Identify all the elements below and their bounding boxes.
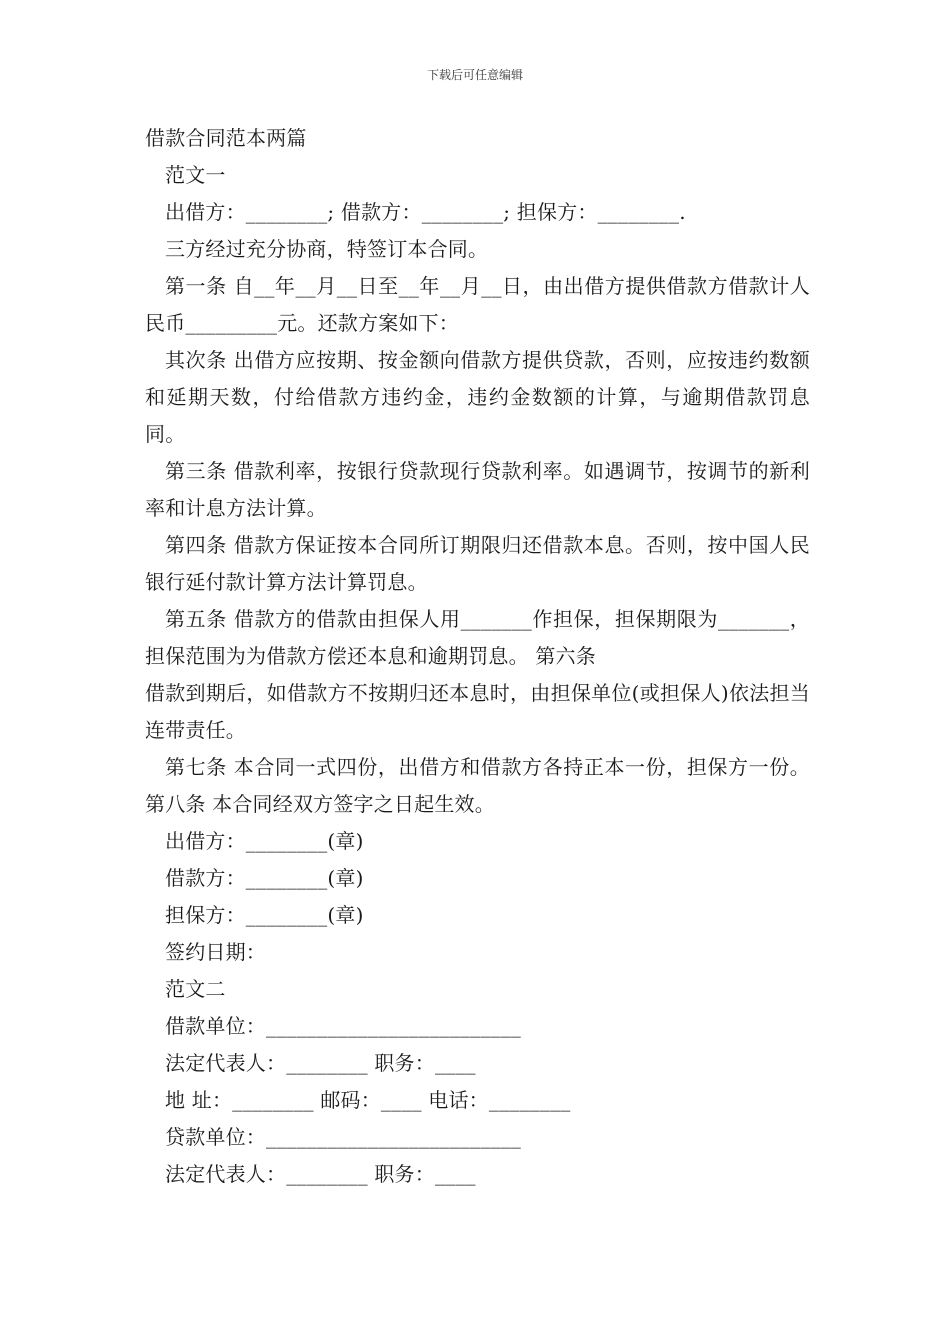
document-body	[145, 120, 810, 1193]
sign-date: 签约日期：	[165, 940, 266, 964]
intro-paragraph: 三方经过充分协商，特签订本合同。	[165, 237, 489, 261]
article-4: 第四条 借款方保证按本合同所订期限归还借款本息。否则，按中国人民银行延付款计算方法计算罚息。	[145, 533, 810, 594]
legal-rep-line-1: 法定代表人：________ 职务：____	[165, 1051, 476, 1075]
header-note: 下载后可任意编辑	[426, 68, 523, 82]
article-1: 第一条 自__年__月__日至__年__月__日，由出借方提供借款方借款计人民币_________元。还款方案如下：	[145, 274, 810, 335]
lender-unit-line: 贷款单位：_________________________	[165, 1125, 521, 1149]
signature-guarantor: 担保方：________(章)	[165, 903, 364, 927]
document-title: 借款合同范本两篇	[145, 126, 307, 150]
legal-rep-line-2: 法定代表人：________ 职务：____	[165, 1162, 476, 1186]
address-line: 地 址：________ 邮码：____ 电话：________	[165, 1088, 571, 1112]
article-3: 第三条 借款利率，按银行贷款现行贷款利率。如遇调节，按调节的新利率和计息方法计算。	[145, 459, 810, 520]
parties-line: 出借方：________; 借款方：________; 担保方：________.	[165, 200, 686, 224]
sample2-heading: 范文二	[165, 977, 226, 1001]
article-7: 第七条 本合同一式四份，出借方和借款方各持正本一份，担保方一份。 第八条 本合同经双方签字之日起生效。	[145, 755, 810, 816]
article-2: 其次条 出借方应按期、按金额向借款方提供贷款，否则，应按违约数额和延期天数，付给借款方违约金，违约金数额的计算，与逾期借款罚息同。	[145, 348, 810, 446]
signature-borrower: 借款方：________(章)	[165, 866, 364, 890]
sample1-heading: 范文一	[165, 163, 226, 187]
signature-lender: 出借方：________(章)	[165, 829, 364, 853]
article-6: 借款到期后，如借款方不按期归还本息时，由担保单位(或担保人)依法担当连带责任。	[145, 681, 810, 742]
borrower-unit-line: 借款单位：_________________________	[165, 1014, 521, 1038]
article-5: 第五条 借款方的借款由担保人用_______作担保，担保期限为_______，担保范围为为借款方偿还本息和逾期罚息。 第六条	[145, 607, 810, 668]
